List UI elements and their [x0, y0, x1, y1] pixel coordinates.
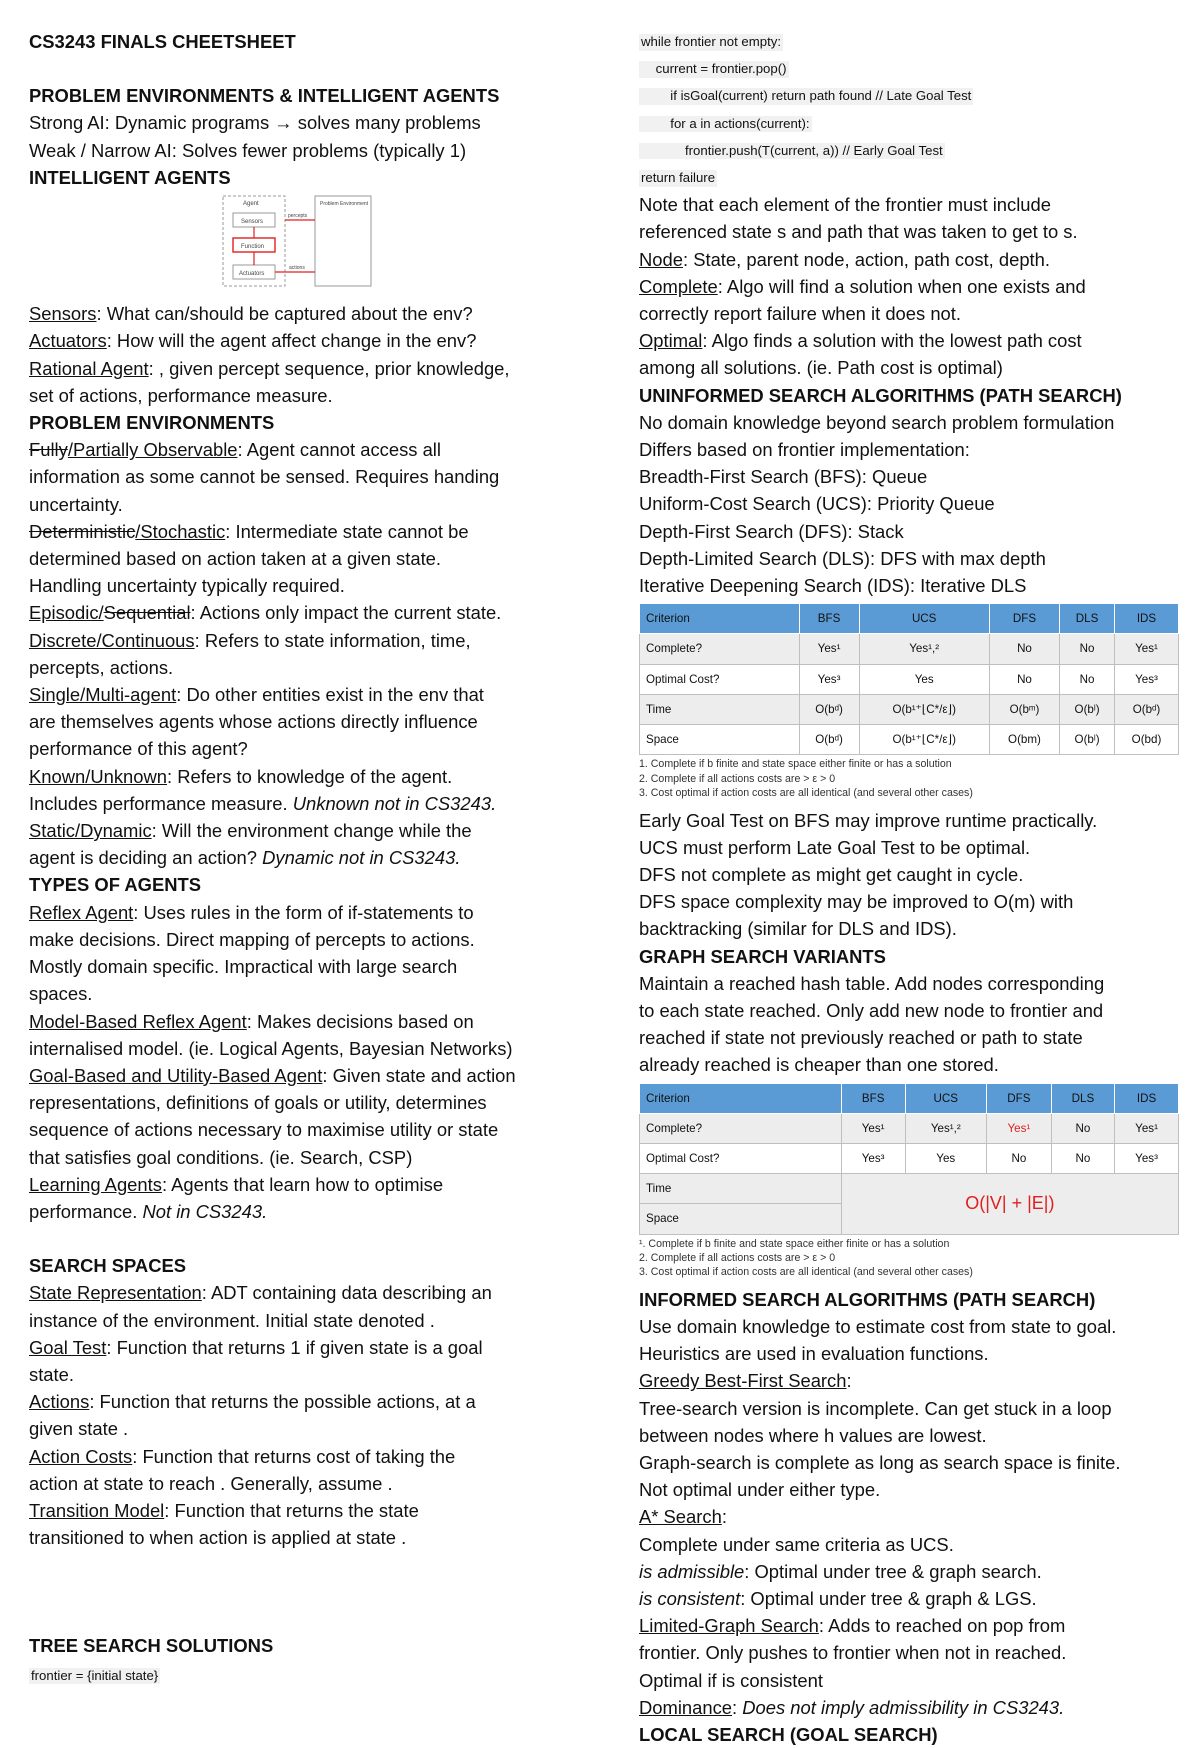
definition-observable: Fully/Partially Observable: Agent cannot access all — [29, 439, 441, 461]
diagram-label: percepts — [288, 213, 308, 220]
table-cell: No — [989, 664, 1059, 694]
table-cell: Complete? — [640, 634, 800, 664]
definition-transition: Transition Model: Function that returns the state — [29, 1499, 419, 1521]
graph-search-table — [639, 1083, 1179, 1235]
definition-rational-agent: Rational Agent: , given percept sequence, prior knowledge, — [29, 357, 510, 379]
table-cell: No — [1051, 1113, 1114, 1143]
text-line: agent is deciding an action? Dynamic not in CS3243. — [29, 847, 461, 869]
table-cell: O(bm) — [989, 725, 1059, 755]
code-line: while frontier not empty: — [641, 34, 781, 49]
table-row — [640, 1174, 1179, 1204]
diagram-label: Actuators — [239, 271, 265, 278]
footnote: 2. Complete if all actions costs are > ε > 0 — [639, 1251, 836, 1264]
table-footnotes — [639, 757, 1184, 800]
text-line: are themselves agents whose actions directly influence — [29, 711, 478, 733]
table-row — [640, 634, 1179, 664]
table-cell: Optimal Cost? — [640, 1143, 842, 1173]
diagram-label: actions — [289, 265, 305, 272]
table-header: IDS — [1115, 604, 1179, 634]
text-line: DFS space complexity may be improved to O(m) with — [639, 891, 1074, 913]
table-cell: Space — [640, 725, 800, 755]
text-line: Heuristics are used in evaluation functions. — [639, 1343, 989, 1365]
diagram-label: Function — [241, 244, 265, 251]
section-heading: INFORMED SEARCH ALGORITHMS (PATH SEARCH) — [639, 1288, 1096, 1310]
table-footnotes — [639, 1237, 1184, 1280]
definition-episodic: Episodic/Sequential: Actions only impact the current state. — [29, 602, 502, 624]
code-line: if isGoal(current) return path found // Late Goal Test — [641, 88, 972, 104]
footnote: ¹. Complete if b finite and state space either finite or has a solution — [639, 1237, 950, 1250]
table-header: BFS — [841, 1083, 905, 1113]
text-line: transitioned to when action is applied at state . — [29, 1527, 407, 1549]
footnote: 3. Cost optimal if action costs are all identical (and several other cases) — [639, 787, 973, 800]
table-cell: No — [1060, 634, 1115, 664]
table-cell: O(bˡ) — [1060, 694, 1115, 724]
table-cell: O(bᵐ) — [989, 694, 1059, 724]
text-line: UCS must perform Late Goal Test to be optimal. — [639, 836, 1031, 858]
definition-optimal: Optimal: Algo finds a solution with the lowest path cost — [639, 330, 1082, 352]
definition-goal-test: Goal Test: Function that returns 1 if given state is a goal — [29, 1336, 483, 1358]
footnote: 2. Complete if all actions costs are > ε > 0 — [639, 772, 836, 785]
table-cell: Yes¹,² — [859, 634, 989, 664]
text-line: percepts, actions. — [29, 656, 174, 678]
strong-ai-line: Strong AI: Dynamic programs → solves many problems — [29, 112, 481, 134]
text-line: reached if state not previously reached or path to state — [639, 1027, 1083, 1049]
text-line: sequence of actions necessary to maximise utility or state — [29, 1119, 499, 1141]
table-cell: Yes — [905, 1143, 986, 1173]
definition-action-costs: Action Costs: Function that returns cost of taking the — [29, 1445, 456, 1467]
text-line: Includes performance measure. Unknown not in CS3243. — [29, 792, 497, 814]
definition-dominance: Dominance: Does not imply admissibility in CS3243. — [639, 1696, 1065, 1718]
definition-actions: Actions: Function that returns the possible actions, at a — [29, 1391, 476, 1413]
table-header: DLS — [1060, 604, 1115, 634]
text-line: uncertainty. — [29, 493, 123, 515]
table-cell: O(b¹⁺⌊C*/ε⌋) — [859, 694, 989, 724]
table-cell: Yes — [859, 664, 989, 694]
table-header: DFS — [986, 1083, 1051, 1113]
uninformed-search-table — [639, 603, 1179, 755]
table-cell: No — [989, 634, 1059, 664]
table-header-row — [640, 1083, 1179, 1113]
text-line: between nodes where h values are lowest. — [639, 1424, 987, 1446]
text-line: Handling uncertainty typically required. — [29, 575, 345, 597]
table-cell: O(bˡ) — [1060, 725, 1115, 755]
text-line: given state . — [29, 1418, 129, 1440]
table-header: Criterion — [640, 1083, 842, 1113]
agent-environment-diagram — [219, 193, 429, 293]
text-line: is consistent: Optimal under tree & graph & LGS. — [639, 1588, 1037, 1609]
text-line: performance. Not in CS3243. — [29, 1200, 268, 1222]
text-line: action at state to reach . Generally, assume . — [29, 1472, 393, 1494]
table-row — [640, 664, 1179, 694]
definition-stochastic: Deterministic/Stochastic: Intermediate state cannot be — [29, 520, 469, 542]
table-cell: Yes¹ — [1115, 1113, 1179, 1143]
table-cell: Yes¹ — [799, 634, 859, 664]
definition-goal-based: Goal-Based and Utility-Based Agent: Given state and action — [29, 1064, 516, 1086]
table-cell: No — [1060, 664, 1115, 694]
text-line: Breadth-First Search (BFS): Queue — [639, 466, 928, 488]
page-title: CS3243 FINALS CHEETSHEET — [29, 31, 296, 52]
code-line: frontier = {initial state} — [31, 1667, 159, 1683]
definition-single-multi: Single/Multi-agent: Do other entities exist in the env that — [29, 684, 484, 706]
definition-state-rep: State Representation: ADT containing data describing an — [29, 1282, 492, 1304]
table-cell: No — [1051, 1143, 1114, 1173]
text-line: determined based on action taken at a given state. — [29, 548, 442, 570]
text-line: state. — [29, 1363, 74, 1385]
text-line: set of actions, performance measure. — [29, 384, 333, 406]
table-header: IDS — [1115, 1083, 1179, 1113]
text-line: Early Goal Test on BFS may improve runtime practically. — [639, 809, 1098, 831]
code-line: for a in actions(current): — [641, 115, 810, 131]
table-cell: O(bᵈ) — [799, 694, 859, 724]
pseudocode-block — [639, 26, 1184, 189]
code-line: current = frontier.pop() — [641, 61, 787, 77]
text-line: Note that each element of the frontier must include — [639, 194, 1051, 216]
table-cell: Time — [640, 694, 800, 724]
table-cell: Yes³ — [841, 1143, 905, 1173]
text-line: backtracking (similar for DLS and IDS). — [639, 918, 957, 940]
section-heading: UNINFORMED SEARCH ALGORITHMS (PATH SEARCH) — [639, 384, 1122, 406]
table-cell: Yes¹ — [841, 1113, 905, 1143]
text-line: referenced state s and path that was taken to get to s. — [639, 221, 1078, 243]
definition-static: Static/Dynamic: Will the environment change while the — [29, 820, 472, 842]
text-line: spaces. — [29, 983, 93, 1005]
definition-astar: A* Search: — [639, 1506, 727, 1528]
table-cell: Optimal Cost? — [640, 664, 800, 694]
table-header: BFS — [799, 604, 859, 634]
text-line: Differs based on frontier implementation: — [639, 439, 970, 461]
table-row — [640, 1113, 1179, 1143]
text-line: DFS not complete as might get caught in cycle. — [639, 863, 1024, 885]
diagram-label: Problem Environment — [320, 201, 369, 208]
section-heading: PROBLEM ENVIRONMENTS — [29, 412, 275, 434]
definition-greedy: Greedy Best-First Search: — [639, 1370, 852, 1392]
table-cell: Time — [640, 1174, 842, 1204]
table-cell: Complete? — [640, 1113, 842, 1143]
footnote: 1. Complete if b finite and state space either finite or has a solution — [639, 758, 952, 771]
text-line: Maintain a reached hash table. Add nodes corresponding — [639, 972, 1105, 994]
table-cell: No — [986, 1143, 1051, 1173]
text-line: instance of the environment. Initial state denoted . — [29, 1309, 435, 1331]
text-line: make decisions. Direct mapping of percepts to actions. — [29, 928, 475, 950]
diagram-label: Agent — [243, 201, 259, 208]
table-header-row — [640, 604, 1179, 634]
section-heading: GRAPH SEARCH VARIANTS — [639, 945, 886, 967]
table-row — [640, 725, 1179, 755]
text-line: correctly report failure when it does not. — [639, 303, 961, 325]
text-line: Tree-search version is incomplete. Can get stuck in a loop — [639, 1397, 1112, 1419]
text-line: Optimal if is consistent — [639, 1669, 823, 1691]
section-heading: TYPES OF AGENTS — [29, 874, 202, 896]
table-row — [640, 1143, 1179, 1173]
text-line: performance of this agent? — [29, 738, 248, 760]
left-column — [29, 28, 569, 1687]
definition-reflex: Reflex Agent: Uses rules in the form of if-statements to — [29, 901, 474, 923]
table-header: DLS — [1051, 1083, 1114, 1113]
table-cell: Yes³ — [1115, 1143, 1179, 1173]
text-line: Depth-First Search (DFS): Stack — [639, 520, 904, 542]
definition-known: Known/Unknown: Refers to knowledge of the agent. — [29, 765, 453, 787]
section-heading: SEARCH SPACES — [29, 1255, 187, 1277]
text-line: Graph-search is complete as long as search space is finite. — [639, 1451, 1121, 1473]
definition-complete: Complete: Algo will find a solution when one exists and — [639, 275, 1086, 297]
table-header: UCS — [905, 1083, 986, 1113]
text-line: Iterative Deepening Search (IDS): Iterative DLS — [639, 575, 1027, 597]
table-cell: O(bd) — [1115, 725, 1179, 755]
table-cell-merged: O(|V| + |E|) — [841, 1174, 1178, 1234]
definition-sensors: Sensors: What can/should be captured about the env? — [29, 303, 473, 325]
table-header: UCS — [859, 604, 989, 634]
section-heading: TREE SEARCH SOLUTIONS — [29, 1635, 274, 1657]
definition-discrete: Discrete/Continuous: Refers to state information, time, — [29, 629, 471, 651]
text-line: Use domain knowledge to estimate cost from state to goal. — [639, 1315, 1117, 1337]
text-line: to each state reached. Only add new node to frontier and — [639, 999, 1104, 1021]
text-line: No domain knowledge beyond search problem formulation — [639, 411, 1115, 433]
text-line: Uniform-Cost Search (UCS): Priority Queue — [639, 493, 995, 515]
environment-box — [315, 196, 371, 286]
text-line: among all solutions. (ie. Path cost is optimal) — [639, 357, 1003, 379]
table-cell: O(bᵈ) — [1115, 694, 1179, 724]
diagram-label: Sensors — [241, 219, 264, 226]
code-line: return failure — [641, 170, 716, 186]
text-line: is admissible: Optimal under tree & graph search. — [639, 1560, 1042, 1582]
text-line: Depth-Limited Search (DLS): DFS with max depth — [639, 547, 1046, 569]
weak-ai-line: Weak / Narrow AI: Solves fewer problems (typically 1) — [29, 139, 467, 161]
table-header: Criterion — [640, 604, 800, 634]
text-line: Not optimal under either type. — [639, 1479, 881, 1501]
text-line: information as some cannot be sensed. Requires handing — [29, 466, 500, 488]
table-cell: O(bᵈ) — [799, 725, 859, 755]
code-line: frontier.push(T(current, a)) // Early Goal Test — [641, 142, 943, 158]
table-cell: Yes¹ — [1115, 634, 1179, 664]
text-line: frontier. Only pushes to frontier when not in reached. — [639, 1642, 1067, 1664]
table-cell: Space — [640, 1204, 842, 1234]
text-line: that satisfies goal conditions. (ie. Search, CSP) — [29, 1146, 413, 1168]
text-line: already reached is cheaper than one stored. — [639, 1054, 999, 1076]
definition-node: Node: State, parent node, action, path cost, depth. — [639, 248, 1051, 270]
text-line: Mostly domain specific. Impractical with large search — [29, 956, 458, 978]
table-header: DFS — [989, 604, 1059, 634]
definition-actuators: Actuators: How will the agent affect change in the env? — [29, 330, 477, 352]
text-line: Complete under same criteria as UCS. — [639, 1533, 954, 1555]
definition-learning: Learning Agents: Agents that learn how to optimise — [29, 1173, 444, 1195]
text-line: representations, definitions of goals or utility, determines — [29, 1092, 487, 1114]
text-line: internalised model. (ie. Logical Agents, Bayesian Networks) — [29, 1037, 513, 1059]
table-row — [640, 694, 1179, 724]
table-cell: Yes¹ — [986, 1113, 1051, 1143]
table-cell: Yes¹,² — [905, 1113, 986, 1143]
table-cell: Yes³ — [799, 664, 859, 694]
definition-lgs: Limited-Graph Search: Adds to reached on pop from — [639, 1615, 1066, 1637]
section-heading: LOCAL SEARCH (GOAL SEARCH) — [639, 1724, 938, 1746]
section-heading: INTELLIGENT AGENTS — [29, 166, 231, 188]
definition-model-based: Model-Based Reflex Agent: Makes decisions based on — [29, 1010, 474, 1032]
table-cell: O(b¹⁺⌊C*/ε⌋) — [859, 725, 989, 755]
footnote: 3. Cost optimal if action costs are all identical (and several other cases) — [639, 1266, 973, 1279]
table-cell: Yes³ — [1115, 664, 1179, 694]
right-column — [639, 26, 1184, 1748]
section-heading: PROBLEM ENVIRONMENTS & INTELLIGENT AGENTS — [29, 85, 500, 107]
